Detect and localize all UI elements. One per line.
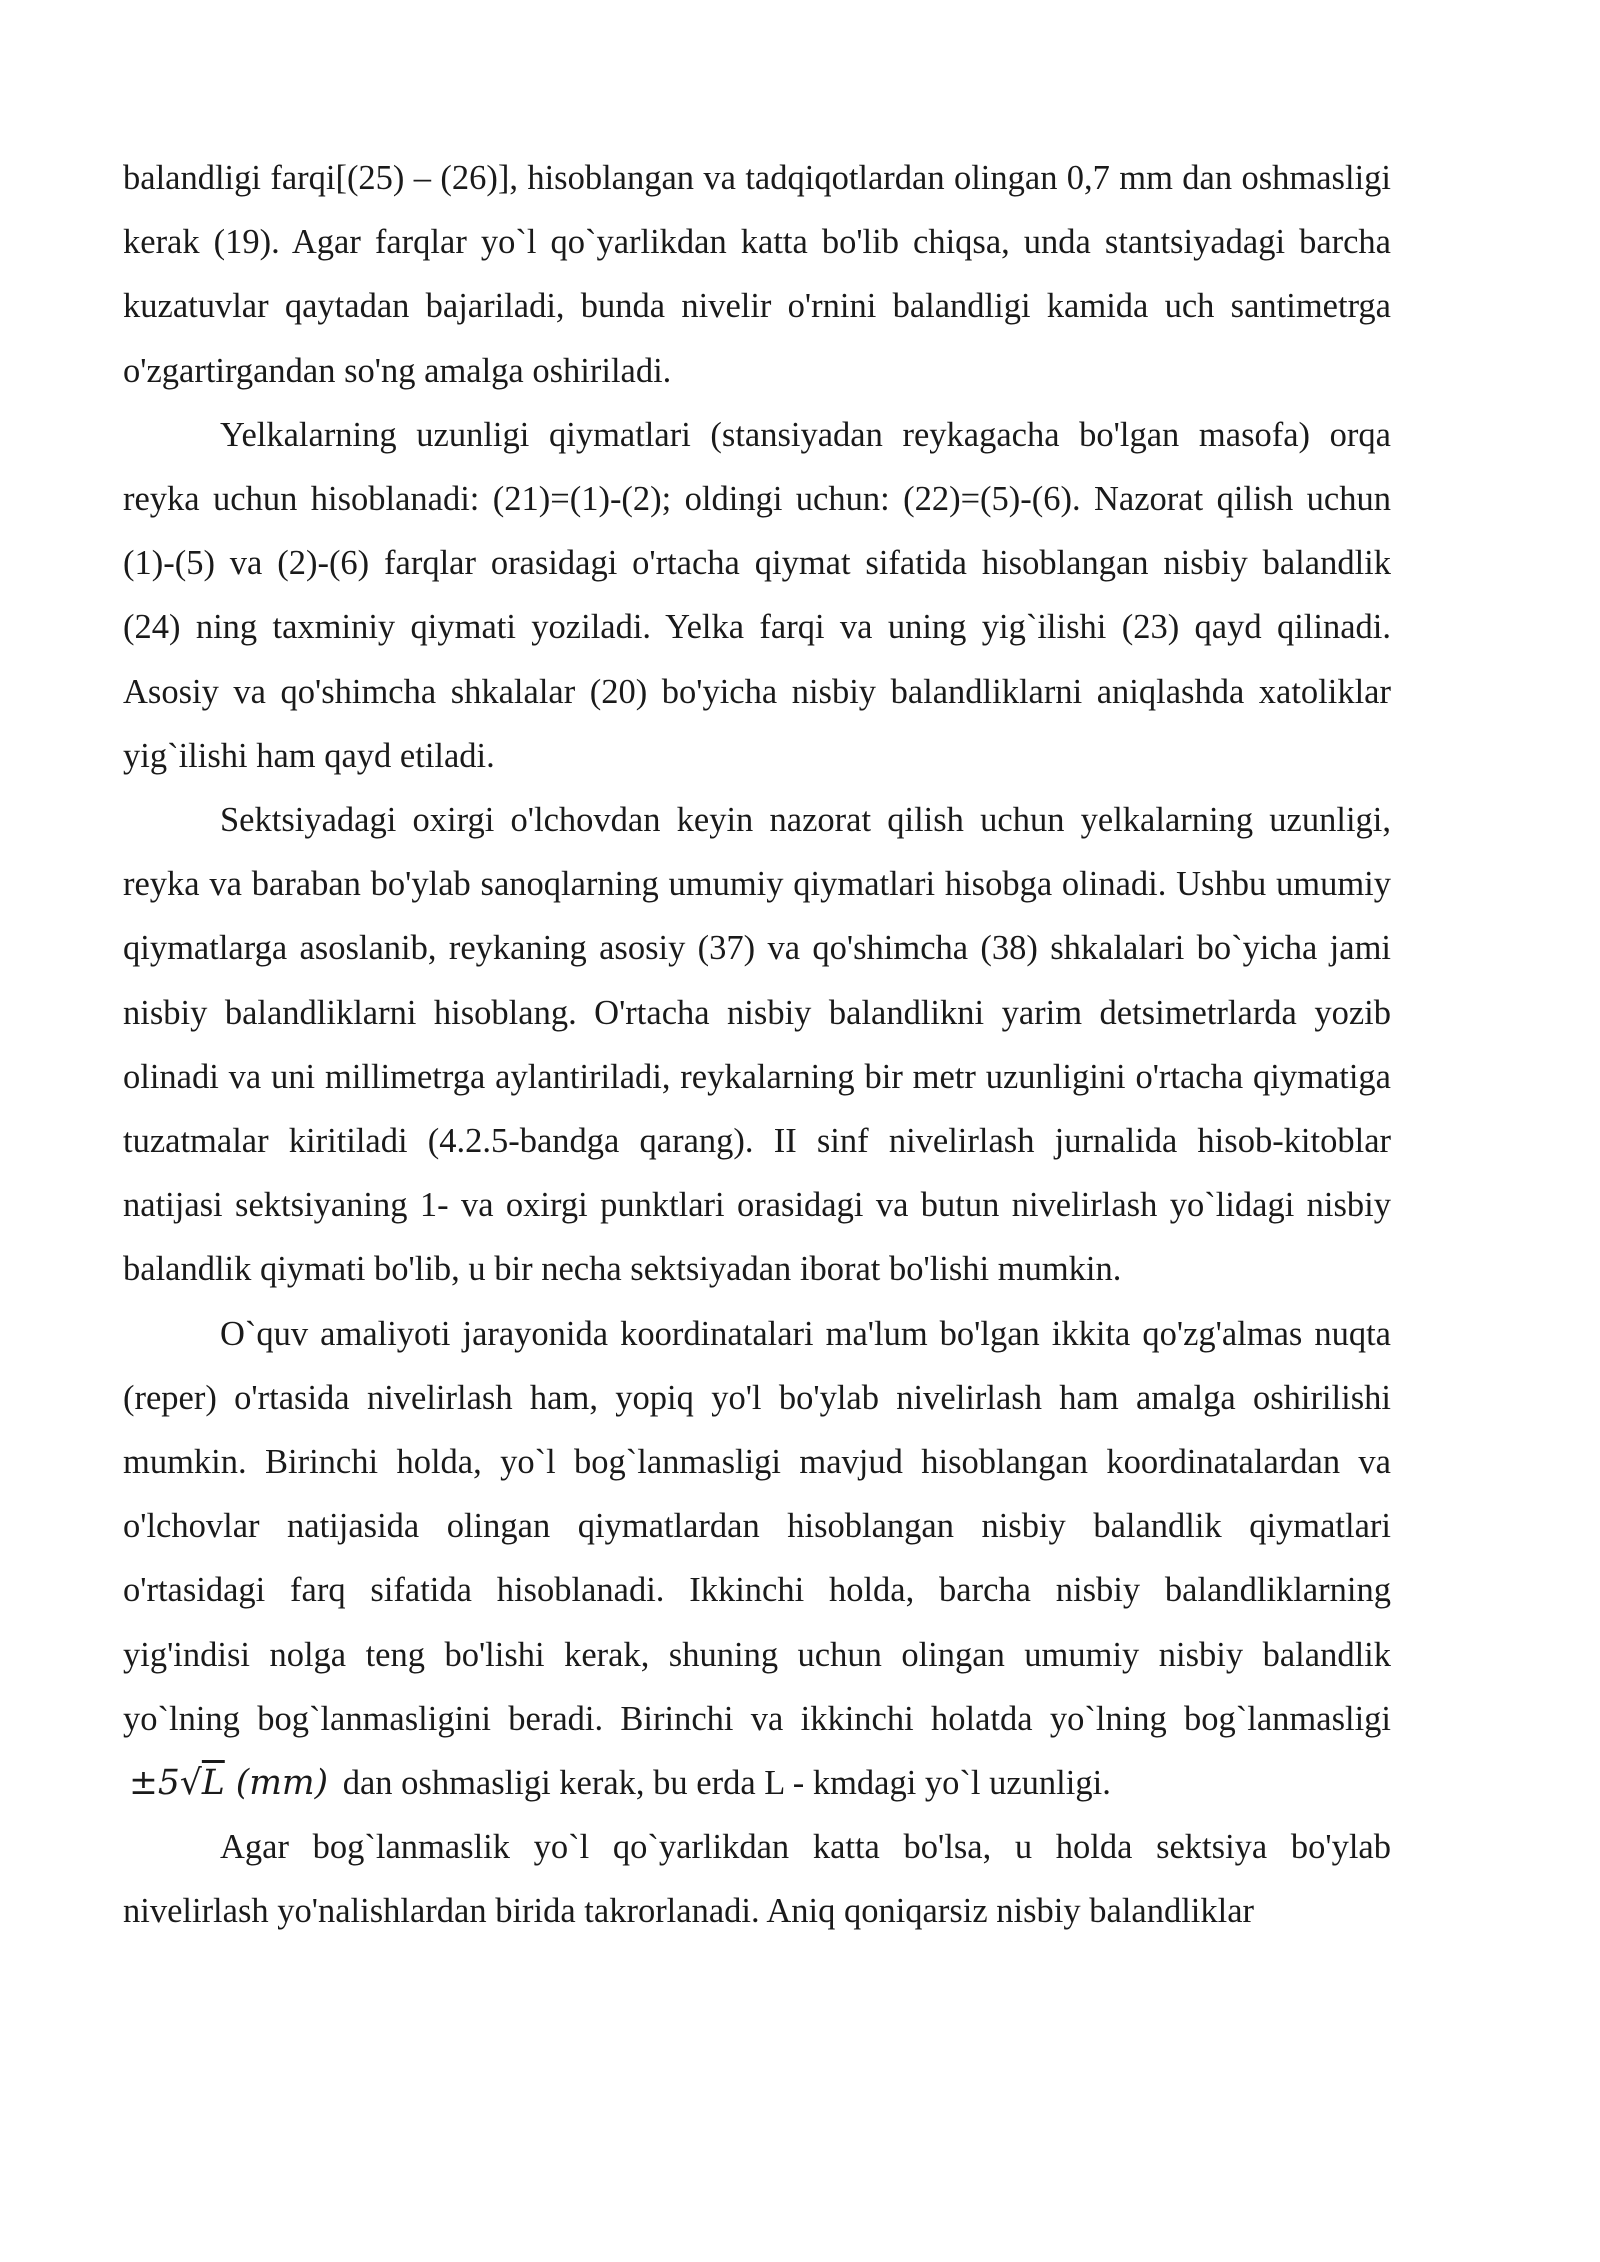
paragraph-4 (123, 1302, 1391, 1816)
paragraph-1: balandligi farqi[(25) – (26)], hisoblangan va tadqiqotlardan olingan 0,7 mm dan oshmasligi kerak (19). Agar farqlar yo`l qo`yarlikdan katta bo'lib chiqsa, unda stantsiyadagi barcha kuzatuvlar qaytadan bajariladi, bunda nivelir o'rnini balandligi kamida uch santimetrga o'zgartirgandan so'ng amalga oshiriladi. (123, 159, 1391, 390)
formula-radicand: L (201, 1763, 225, 1804)
formula-plusminus: ± (129, 1763, 158, 1804)
paragraph-3: Sektsiyadagi oxirgi o'lchovdan keyin nazorat qilish uchun yelkalarning uzunligi, reyka va baraban bo'ylab sanoqlarning umumiy qiymatlari hisobga olinadi. Ushbu umumiy qiymatlarga asoslanib, reykaning asosiy (37) va qo'shimcha (38) shkalalari bo`yicha jami nisbiy balandliklarni hisoblang. O'rtacha nisbiy balandlikni yarim detsimetrlarda yozib olinadi va uni millimetrga aylantiriladi, reykalarning bir metr uzunligini o'rtacha qiymatiga tuzatmalar kiritiladi (4.2.5-bandga qarang). II sinf nivelirlash jurnalida hisob-kitoblar natijasi sektsiyaning 1- va oxirgi punktlari orasidagi va butun nivelirlash yo`lidagi nisbiy balandlik qiymati bo'lib, u bir necha sektsiyadan iborat bo'lishi mumkin. (123, 801, 1391, 1289)
document-body (123, 146, 1391, 1944)
formula-sqrt-sign: √ (179, 1763, 202, 1804)
paragraph-4-text-after: dan oshmasligi kerak, bu erda L - kmdagi yo`l uzunligi. (342, 1764, 1111, 1803)
formula-coefficient: 5 (157, 1763, 180, 1804)
formula-unit: (mm) (235, 1763, 329, 1804)
tolerance-formula (129, 1763, 328, 1803)
paragraph-5: Agar bog`lanmaslik yo`l qo`yarlikdan katta bo'lsa, u holda sektsiya bo'ylab nivelirlash yo'nalishlardan birida takrorlanadi. Aniq qoniqarsiz nisbiy balandliklar (123, 1828, 1391, 1931)
paragraph-4-text-before: O`quv amaliyoti jarayonida koordinatalari ma'lum bo'lgan ikkita qo'zg'almas nuqta (reper) o'rtasida nivelirlash ham, yopiq yo'l bo'ylab nivelirlash ham amalga oshirilishi mumkin. Birinchi holda, yo`l bog`lanmasligi mavjud hisoblangan koordinatalardan va o'lchovlar natijasida olingan qiymatlardan hisoblangan nisbiy balandlik qiymatlari o'rtasidagi farq sifatida hisoblanadi. Ikkinchi holda, barcha nisbiy balandliklarning yig'indisi nolga teng bo'lishi kerak, shuning uchun olingan umumiy nisbiy balandlik yo`lning bog`lanmasligini beradi. Birinchi va ikkinchi holatda yo`lning bog`lanmasligi (123, 1314, 1391, 1738)
paragraph-2: Yelkalarning uzunligi qiymatlari (stansiyadan reykagacha bo'lgan masofa) orqa reyka uchun hisoblanadi: (21)=(1)-(2); oldingi uchun: (22)=(5)-(6). Nazorat qilish uchun (1)-(5) va (2)-(6) farqlar orasidagi o'rtacha qiymat sifatida hisoblangan nisbiy balandlik (24) ning taxminiy qiymati yoziladi. Yelka farqi va uning yig`ilishi (23) qayd qilinadi. Asosiy va qo'shimcha shkalalar (20) bo'yicha nisbiy balandliklarni aniqlashda xatoliklar yig`ilishi ham qayd etiladi. (123, 415, 1391, 775)
